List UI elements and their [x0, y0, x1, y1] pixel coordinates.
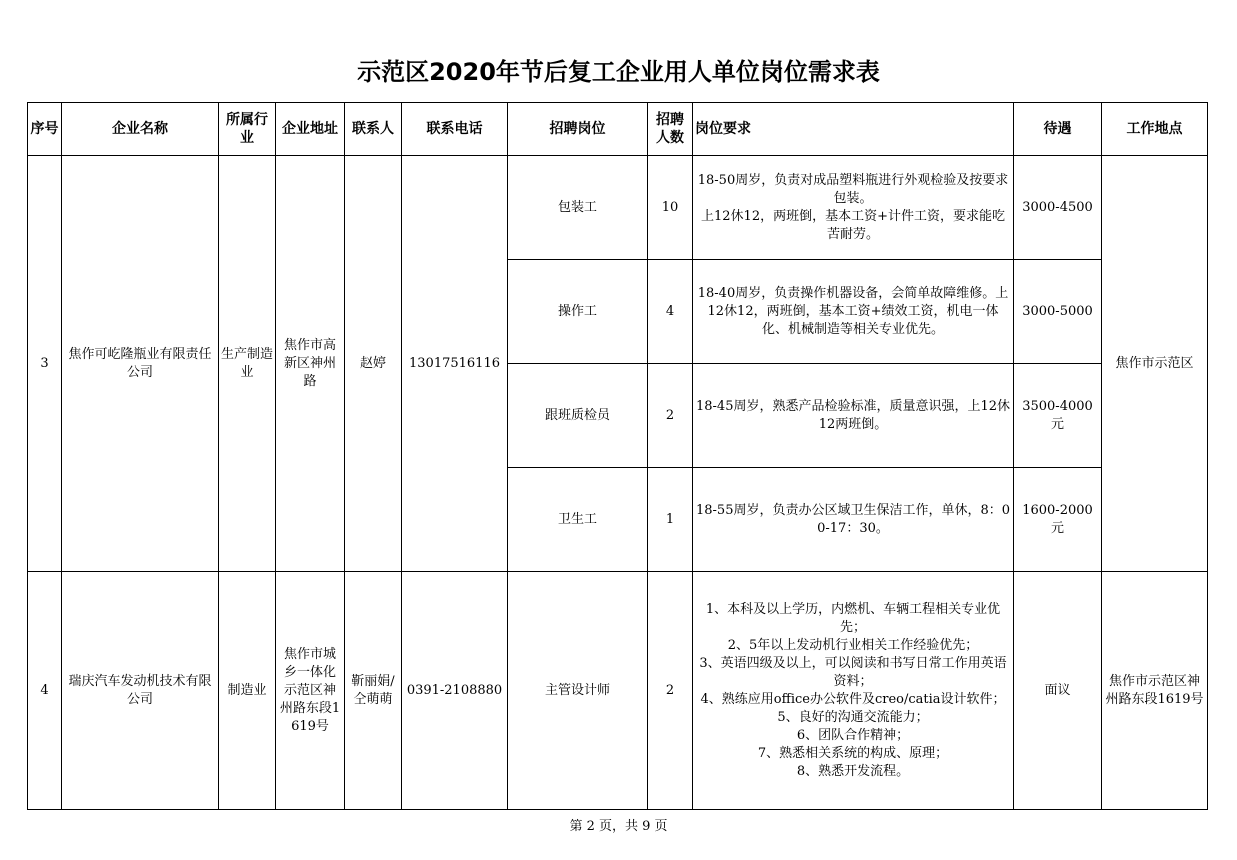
position-salary: 面议: [1014, 572, 1102, 810]
position-title: 操作工: [508, 260, 648, 364]
job-demand-table: [27, 102, 1208, 810]
position-requirements: [693, 468, 1014, 572]
company-seq: 4: [28, 572, 62, 810]
company-name: 瑞庆汽车发动机技术有限公司: [62, 572, 219, 810]
requirement-line: 1、本科及以上学历，内燃机、车辆工程相关专业优先；: [705, 601, 1001, 635]
requirement-line: 7、熟悉相关系统的构成、原理；: [757, 745, 949, 761]
company-address: 焦作市高新区神州路: [276, 156, 345, 572]
requirement-line: 4、熟练应用office办公软件及creo/catia设计软件；: [700, 691, 1006, 707]
position-count: 1: [648, 468, 693, 572]
table-row: [28, 156, 1208, 260]
position-salary: 3000-5000: [1014, 260, 1102, 364]
position-count: 2: [648, 572, 693, 810]
position-salary: 1600-2000元: [1014, 468, 1102, 572]
company-name: 焦作可屹隆瓶业有限责任公司: [62, 156, 219, 572]
position-salary: 3500-4000元: [1014, 364, 1102, 468]
position-salary: 3000-4500: [1014, 156, 1102, 260]
company-contact: 赵婷: [345, 156, 402, 572]
position-requirements: [693, 260, 1014, 364]
position-requirements: [693, 156, 1014, 260]
company-contact: 靳丽娟/仝萌萌: [345, 572, 402, 810]
position-requirements: [693, 364, 1014, 468]
requirement-line: 5、良好的沟通交流能力；: [777, 709, 929, 725]
header-location: 工作地点: [1102, 103, 1208, 156]
requirement-line: 3、英语四级及以上，可以阅读和书写日常工作用英语资料；: [699, 655, 1007, 689]
company-industry: 制造业: [219, 572, 276, 810]
header-count: 招聘人数: [648, 103, 693, 156]
company-seq: 3: [28, 156, 62, 572]
position-count: 2: [648, 364, 693, 468]
header-industry: 所属行业: [219, 103, 276, 156]
position-title: 包装工: [508, 156, 648, 260]
requirement-line: 18-50周岁，负责对成品塑料瓶进行外观检验及按要求包装。: [697, 172, 1009, 206]
requirement-line: 6、团队合作精神；: [796, 727, 910, 743]
header-seq: 序号: [28, 103, 62, 156]
header-contact: 联系人: [345, 103, 402, 156]
header-salary: 待遇: [1014, 103, 1102, 156]
table-row: [28, 572, 1208, 810]
header-row: [28, 103, 1208, 156]
requirement-line: 2、5年以上发动机行业相关工作经验优先；: [727, 637, 979, 653]
header-position: 招聘岗位: [508, 103, 648, 156]
company-phone: 13017516116: [402, 156, 508, 572]
header-requirements: 岗位要求: [693, 103, 1014, 156]
page-footer: 第 2 页，共 9 页: [569, 819, 668, 834]
page-title: 示范区2020年节后复工企业用人单位岗位需求表: [357, 58, 880, 86]
requirement-line: 上12休12，两班倒，基本工资+计件工资，要求能吃苦耐劳。: [701, 208, 1005, 242]
company-location: 焦作市示范区神州路东段1619号: [1102, 572, 1208, 810]
company-industry: 生产制造业: [219, 156, 276, 572]
position-title: 主管设计师: [508, 572, 648, 810]
requirement-line: 18-45周岁，熟悉产品检验标准，质量意识强，上12休12两班倒。: [695, 398, 1011, 432]
position-count: 10: [648, 156, 693, 260]
position-title: 跟班质检员: [508, 364, 648, 468]
header-phone: 联系电话: [402, 103, 508, 156]
header-address: 企业地址: [276, 103, 345, 156]
position-requirements: [693, 572, 1014, 810]
header-company: 企业名称: [62, 103, 219, 156]
requirement-line: 18-40周岁，负责操作机器设备，会简单故障维修。上12休12，两班倒，基本工资+绩效工资，机电一体化、机械制造等相关专业优先。: [697, 285, 1009, 337]
requirement-line: 18-55周岁，负责办公区域卫生保洁工作，单休，8：00-17：30。: [695, 502, 1011, 536]
position-count: 4: [648, 260, 693, 364]
requirement-line: 8、熟悉开发流程。: [796, 763, 910, 779]
company-address: 焦作市城乡一体化示范区神州路东段1619号: [276, 572, 345, 810]
position-title: 卫生工: [508, 468, 648, 572]
company-location: 焦作市示范区: [1102, 156, 1208, 572]
company-phone: 0391-2108880: [402, 572, 508, 810]
